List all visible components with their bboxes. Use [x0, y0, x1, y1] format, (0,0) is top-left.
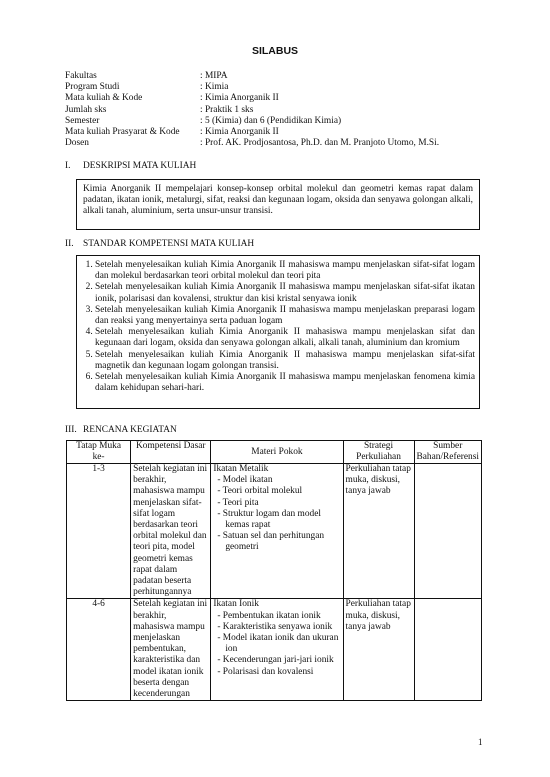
- info-value: : Kimia Anorganik II: [200, 126, 279, 137]
- table-header-row: [67, 441, 482, 464]
- subtopic-item: - Satuan sel dan perhitungan geometri: [213, 531, 340, 553]
- standard-item: 6. Setelah menyelesaikan kuliah Kimia Anorganik II mahasiswa mampu menjelaskan fenomena kimia dalam kehidupan sehari-hari.: [95, 372, 475, 394]
- header-competency: Kompetensi Dasar: [131, 441, 211, 464]
- course-info: [65, 71, 485, 149]
- standards-list: [81, 260, 475, 394]
- subtopic-item: - Polarisasi dan kovalensi: [213, 667, 340, 678]
- header-strategy: Strategi Perkuliahan: [343, 441, 414, 464]
- info-label: Mata kuliah & Kode: [65, 93, 143, 104]
- standard-item: 3. Setelah menyelesaikan kuliah Kimia Anorganik II mahasiswa mampu menjelaskan preparasi logam dan reaksi yang menyertainya serta paduan logam: [95, 305, 475, 327]
- section-number: I.: [65, 161, 71, 171]
- standards-box: [76, 255, 480, 409]
- description-text: Kimia Anorganik II mempelajari konsep-konsep orbital molekul dan geometri kemas rapat dalam padatan, ikatan ionik, metalurgi, sifat, reaksi dan kegunaan logam, oksida dan senyawa golongan alkali, alkali tanah, aluminium, serta unsur-unsur transisi.: [83, 184, 473, 217]
- cell-competency: Setelah kegiatan ini berakhir, mahasiswa mampu menjelaskan pembentukan, karakteristika dan model ikatan ionik beserta dengan kecenderungan: [131, 599, 211, 701]
- cell-topic: [211, 464, 343, 599]
- info-row: [65, 116, 485, 127]
- standard-item: 4. Setelah menyelesaikan kuliah Kimia Anorganik II mahasiswa mampu menjelaskan sifat dan kegunaan dari logam, oksida dan senyawa golongan alkali, alkali tanah, aluminium dan kromium: [95, 327, 475, 349]
- info-value: : 5 (Kimia) dan 6 (Pendidikan Kimia): [200, 115, 342, 126]
- info-row: [65, 127, 485, 138]
- subtopic-list: [213, 611, 340, 678]
- cell-source: [414, 599, 482, 701]
- header-topic: Materi Pokok: [211, 441, 343, 464]
- cell-strategy: Perkuliahan tatap muka, diskusi, tanya jawab: [343, 464, 414, 599]
- topic-title: Ikatan Metalik: [213, 464, 269, 474]
- section-title: DESKRIPSI MATA KULIAH: [83, 161, 197, 171]
- cell-meeting: 1-3: [67, 464, 131, 599]
- subtopic-list: [213, 475, 340, 553]
- info-label: Jumlah sks: [65, 104, 107, 115]
- subtopic-item: - Teori orbital molekul: [213, 486, 340, 497]
- section-number: II.: [65, 239, 74, 249]
- info-value: : Prof. AK. Prodjosantosa, Ph.D. dan M. Pranjoto Utomo, M.Si.: [200, 138, 440, 149]
- subtopic-item: - Model ikatan ionik dan ukuran ion: [213, 633, 340, 655]
- info-label: Dosen: [65, 138, 89, 149]
- activity-plan-table: [66, 440, 482, 701]
- cell-topic: [211, 599, 343, 701]
- info-row: [65, 82, 485, 93]
- cell-competency: Setelah kegiatan ini berakhir, mahasiswa mampu menjelaskan sifat-sifat logam berdasarkan teori orbital molekul dan teori pita, model geometri kemas rapat dalam padatan beserta perhitungannya: [131, 464, 211, 599]
- header-meeting: Tatap Muka ke-: [67, 441, 131, 464]
- section-title: STANDAR KOMPETENSI MATA KULIAH: [83, 239, 255, 249]
- info-label: Program Studi: [65, 82, 120, 93]
- section-heading-standards: [65, 239, 254, 250]
- standard-item: 2. Setelah menyelesaikan kuliah Kimia Anorganik II mahasiswa mampu menjelaskan sifat-sifat ikatan ionik, polarisasi dan kovalensi, struktur dan kisi kristal senyawa ionik: [95, 282, 475, 304]
- table-row: [67, 464, 482, 599]
- cell-source: [414, 464, 482, 599]
- standard-item: 1. Setelah menyelesaikan kuliah Kimia Anorganik II mahasiswa mampu menjelaskan sifat-sifat logam dan molekul berdasarkan teori orbital molekul dan teori pita: [95, 260, 475, 282]
- info-row: [65, 105, 485, 116]
- info-label: Mata kuliah Prasyarat & Kode: [65, 126, 180, 137]
- section-number: III.: [65, 425, 77, 435]
- page-title: SILABUS: [251, 45, 299, 57]
- subtopic-item: - Pembentukan ikatan ionik: [213, 611, 340, 622]
- info-row: [65, 71, 485, 82]
- section-title: RENCANA KEGIATAN: [83, 425, 177, 435]
- cell-strategy: Perkuliahan tatap muka, diskusi, tanya jawab: [343, 599, 414, 701]
- subtopic-item: - Kecenderungan jari-jari ionik: [213, 655, 340, 666]
- section-heading-plan: [65, 425, 177, 436]
- info-label: Fakultas: [65, 71, 97, 81]
- header-source: Sumber Bahan/Referensi: [414, 441, 482, 464]
- subtopic-item: - Struktur logam dan model kemas rapat: [213, 509, 340, 531]
- info-value: : Kimia Anorganik II: [200, 93, 279, 104]
- subtopic-item: - Teori pita: [213, 498, 340, 509]
- info-value: : Kimia: [200, 82, 229, 93]
- standard-item: 5. Setelah menyelesaikan kuliah Kimia Anorganik II mahasiswa mampu menjelaskan sifat-sifat magnetik dan kegunaan logam golongan transisi.: [95, 350, 475, 372]
- page-number: 1: [478, 737, 483, 747]
- subtopic-item: - Model ikatan: [213, 475, 340, 486]
- description-box: [76, 179, 480, 230]
- cell-meeting: 4-6: [67, 599, 131, 701]
- topic-title: Ikatan Ionik: [213, 599, 259, 610]
- info-row: [65, 138, 485, 149]
- info-label: Semester: [65, 115, 100, 126]
- section-heading-description: [65, 161, 196, 172]
- table-row: [67, 599, 482, 701]
- info-row: [65, 93, 485, 104]
- info-value: : MIPA: [200, 71, 228, 81]
- info-value: : Praktik 1 sks: [200, 104, 254, 115]
- subtopic-item: - Karakteristika senyawa ionik: [213, 622, 340, 633]
